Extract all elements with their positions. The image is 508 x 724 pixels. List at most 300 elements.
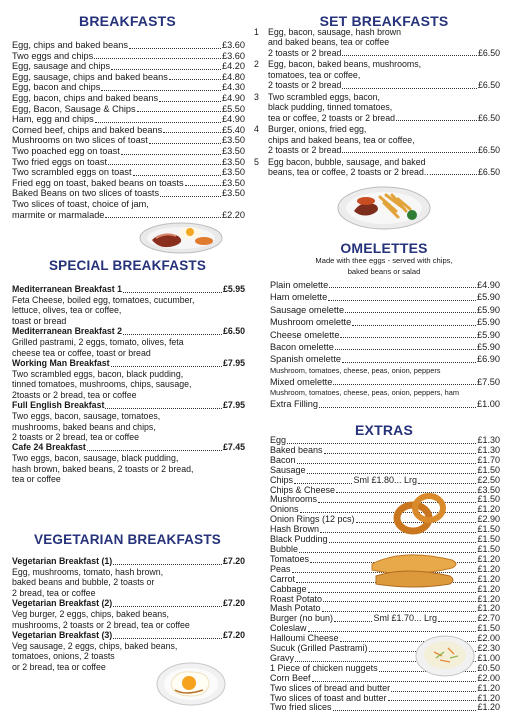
set-item bbox=[254, 59, 500, 90]
item-name: Plain omelette bbox=[270, 280, 329, 290]
leader-dots bbox=[123, 292, 222, 293]
leader-dots bbox=[352, 325, 476, 326]
menu-item bbox=[12, 178, 245, 189]
item-price: £7.45 bbox=[222, 442, 245, 453]
item-name: Bacon bbox=[270, 454, 296, 465]
leader-dots bbox=[113, 606, 222, 607]
item-name: Sausage omelette bbox=[270, 304, 345, 315]
menu-item bbox=[12, 167, 245, 178]
omelettes-subtitle-2: baked beans or salad bbox=[347, 267, 421, 276]
item-description: hash brown, baked beans, 2 toasts or 2 bread, bbox=[12, 463, 194, 474]
menu-item bbox=[270, 398, 500, 410]
item-price: £6.50 bbox=[477, 167, 500, 178]
item-name: Cafe 24 Breakfast bbox=[12, 442, 86, 453]
item-body bbox=[268, 92, 500, 123]
item-name: Onions bbox=[270, 504, 299, 515]
item-description: Two eggs, bacon, sausage, tomatoes, bbox=[12, 411, 161, 422]
menu-item bbox=[270, 495, 500, 505]
item-name: Egg, Bacon, Sausage & Chips bbox=[12, 103, 136, 114]
omelettes-heading: OMELETTES bbox=[340, 240, 428, 256]
item-description: mushrooms, 2 toasts or 2 bread, tea or coffee bbox=[12, 619, 190, 630]
item-price: £1.20 bbox=[477, 553, 500, 564]
item-description: Grilled pastrami, 2 eggs, tomato, olives, feta bbox=[12, 337, 184, 348]
item-name: Egg, chips and baked beans bbox=[12, 40, 128, 50]
menu-item bbox=[12, 82, 245, 93]
item-name: Black Pudding bbox=[270, 534, 328, 545]
leader-dots bbox=[334, 621, 372, 622]
menu-item bbox=[12, 114, 245, 125]
leader-dots bbox=[163, 132, 221, 133]
breakfasts-list bbox=[12, 40, 245, 199]
breakfasts-heading: BREAKFASTS bbox=[79, 13, 176, 29]
item-name: Sucuk (Grilled Pastrami) bbox=[270, 643, 368, 654]
item-name: Two slices of toast, choice of jam, bbox=[12, 199, 149, 209]
menu-item bbox=[12, 598, 245, 630]
menu-item bbox=[12, 358, 245, 400]
item-name: Hash Brown bbox=[270, 524, 320, 535]
onion-rings-image bbox=[391, 488, 449, 538]
item-price: £1.50 bbox=[477, 464, 500, 475]
item-description: 2toasts or 2 bread, tea or coffee bbox=[12, 389, 137, 400]
item-name: Halloumi Cheese bbox=[270, 633, 339, 644]
item-price: £7.20 bbox=[222, 630, 245, 641]
item-price: £1.20 bbox=[477, 573, 500, 584]
leader-dots bbox=[335, 349, 476, 350]
special-list bbox=[12, 284, 245, 485]
leader-dots bbox=[329, 542, 477, 543]
item-price: £1.50 bbox=[477, 543, 500, 554]
item-price: £1.30 bbox=[477, 444, 500, 455]
item-name: Vegetarian Breakfast (3) bbox=[12, 630, 113, 641]
item-name: Cheese omelette bbox=[270, 329, 340, 340]
item-name: Ham omelette bbox=[270, 292, 328, 303]
item-name: Corn Beef bbox=[270, 672, 311, 683]
item-name: Vegetarian Breakfast (1) bbox=[12, 556, 113, 566]
set-item bbox=[254, 27, 500, 58]
item-description: Egg bacon, bubble, sausage, and baked bbox=[268, 156, 426, 167]
item-price: £1.20 bbox=[477, 603, 500, 614]
leader-dots bbox=[159, 101, 221, 102]
item-price: £2.00 bbox=[477, 633, 500, 644]
menu-item bbox=[270, 376, 500, 388]
item-price: £2.00 bbox=[477, 672, 500, 683]
leader-dots bbox=[342, 362, 476, 363]
leader-dots bbox=[287, 443, 476, 444]
item-price: £7.50 bbox=[477, 376, 500, 387]
leader-dots bbox=[169, 79, 221, 80]
item-price: £5.90 bbox=[477, 292, 500, 303]
menu-item bbox=[270, 329, 500, 341]
item-price: £1.20 bbox=[477, 692, 500, 703]
item-price: £0.50 bbox=[477, 662, 500, 673]
item-last-line bbox=[268, 113, 500, 123]
item-description: baked beans and bubble, 2 toasts or bbox=[12, 577, 155, 588]
leader-dots bbox=[294, 483, 352, 484]
item-name: Tomatoes bbox=[270, 553, 310, 564]
item-price: £4.90 bbox=[222, 114, 245, 125]
item-price: £6.50 bbox=[222, 326, 245, 337]
item-description: Egg, mushrooms, tomato, hash brown, bbox=[12, 567, 164, 577]
item-name: Coleslaw bbox=[270, 623, 307, 634]
menu-item bbox=[270, 703, 500, 713]
item-name: Corned beef, chips and baked beans bbox=[12, 124, 163, 135]
item-name: Extra Filling bbox=[270, 399, 318, 410]
item-price: £4.90 bbox=[477, 280, 500, 290]
item-name: Sausage bbox=[270, 464, 306, 475]
item-price: £1.70 bbox=[477, 454, 500, 465]
item-price: £3.60 bbox=[222, 40, 245, 50]
item-name: Carrot bbox=[270, 573, 296, 584]
menu-item bbox=[12, 556, 245, 598]
menu-item bbox=[12, 146, 245, 157]
item-name: Roast Potato bbox=[270, 593, 323, 604]
leader-dots bbox=[129, 48, 221, 49]
menu-item bbox=[12, 61, 245, 72]
menu-item bbox=[12, 326, 245, 358]
item-price: £1.20 bbox=[477, 702, 500, 713]
item-name: Two fried slices bbox=[270, 702, 332, 713]
item-price: £1.50 bbox=[477, 524, 500, 535]
item-price: £5.90 bbox=[477, 317, 500, 328]
item-description: chips and baked beans, tea or coffee, bbox=[268, 134, 415, 145]
item-name: Ham, egg and chips bbox=[12, 114, 94, 125]
menu-item bbox=[12, 442, 245, 484]
omelettes-subtitle-1: Made with thee eggs - served with chips, bbox=[315, 256, 453, 265]
leader-dots bbox=[342, 88, 477, 89]
item-price: £3.50 bbox=[222, 167, 245, 178]
item-price: £1.50 bbox=[477, 494, 500, 505]
item-description: Feta Cheese, boiled egg, tomatoes, cucumber, bbox=[12, 295, 195, 305]
item-price: £5.40 bbox=[222, 124, 245, 135]
coleslaw-image bbox=[414, 632, 476, 678]
item-price: £3.50 bbox=[222, 188, 245, 199]
item-body bbox=[268, 157, 500, 178]
item-price: £4.90 bbox=[222, 92, 245, 103]
leader-dots bbox=[329, 287, 476, 288]
leader-dots bbox=[333, 710, 477, 711]
item-name: Mushroom omelette bbox=[270, 317, 352, 328]
leader-dots bbox=[113, 638, 222, 639]
leader-dots bbox=[328, 300, 476, 301]
item-description: tea or coffee, 2 toasts or 2 bread bbox=[268, 112, 395, 123]
item-description: lettuce, olives, tea or coffee, bbox=[12, 305, 122, 316]
item-last-line bbox=[268, 167, 500, 177]
leader-dots bbox=[297, 463, 477, 464]
item-price: £6.50 bbox=[477, 145, 500, 156]
menu-item bbox=[12, 72, 245, 83]
item-title bbox=[12, 284, 245, 295]
item-description: Two eggs, bacon, sausage, black pudding, bbox=[12, 453, 179, 464]
item-name: Chips & Cheese bbox=[270, 484, 336, 495]
leader-dots bbox=[94, 58, 221, 59]
item-last-line bbox=[268, 145, 500, 155]
item-price: £6.50 bbox=[477, 47, 500, 58]
item-name: Full English Breakfast bbox=[12, 400, 105, 411]
item-price: £1.30 bbox=[477, 435, 500, 445]
item-name: Mash Potato bbox=[270, 603, 321, 614]
item-title bbox=[12, 358, 245, 369]
item-name: Two slices of bread and butter bbox=[270, 682, 391, 693]
item-name: Working Man Breakfast bbox=[12, 358, 110, 369]
leader-dots bbox=[105, 408, 222, 409]
menu-item bbox=[12, 104, 245, 115]
item-price: £1.20 bbox=[477, 563, 500, 574]
item-price: £2.30 bbox=[477, 643, 500, 654]
leader-dots bbox=[113, 564, 222, 565]
menu-item bbox=[270, 446, 500, 456]
item-name: Chips bbox=[270, 474, 294, 485]
vegetarian-list bbox=[12, 556, 245, 672]
item-description: Two scrambled eggs, bacon, black pudding, bbox=[12, 369, 184, 380]
item-title bbox=[12, 630, 245, 641]
fried-egg-image bbox=[155, 656, 227, 708]
menu-item bbox=[12, 188, 245, 199]
item-description: Burger, onions, fried egg, bbox=[268, 124, 367, 135]
menu-item bbox=[270, 341, 500, 353]
leader-dots bbox=[418, 483, 476, 484]
special-heading: SPECIAL BREAKFASTS bbox=[48, 258, 207, 273]
item-description: Egg, bacon, baked beans, mushrooms, bbox=[268, 59, 422, 70]
item-price: £7.95 bbox=[222, 358, 245, 369]
item-name: Two poached egg on toast bbox=[12, 145, 120, 156]
item-description: Egg, bacon, sausage, hash brown bbox=[268, 27, 402, 37]
set-item bbox=[254, 92, 500, 123]
item-name: Burger (no bun) bbox=[270, 613, 334, 624]
item-name: Egg bbox=[270, 435, 287, 445]
leader-dots bbox=[322, 611, 477, 612]
leader-dots bbox=[101, 90, 221, 91]
item-name: Mushrooms on two slices of toast bbox=[12, 135, 148, 146]
leader-dots bbox=[342, 152, 477, 153]
item-name: Bubble bbox=[270, 543, 299, 554]
breakfast-plate-image bbox=[138, 214, 224, 254]
item-body bbox=[268, 59, 500, 90]
item-name: Fried egg on toast, baked beans on toasts bbox=[12, 177, 184, 188]
menu-item bbox=[270, 316, 500, 328]
item-price: £1.50 bbox=[477, 623, 500, 634]
item-price: £5.95 bbox=[222, 284, 245, 294]
set-item bbox=[254, 157, 500, 178]
fried-fish-image bbox=[366, 544, 464, 590]
leader-dots bbox=[391, 691, 476, 692]
item-description: or 2 bread, tea or coffee bbox=[12, 661, 106, 672]
item-name: Egg, sausage and chips bbox=[12, 61, 111, 72]
item-price: £1.20 bbox=[477, 682, 500, 693]
item-name: Bacon omelette bbox=[270, 342, 334, 353]
set-list bbox=[254, 27, 500, 179]
item-name: Egg, bacon, chips and baked beans bbox=[12, 92, 159, 103]
leader-dots bbox=[308, 592, 477, 593]
item-name: Gravy bbox=[270, 652, 295, 663]
leader-dots bbox=[121, 154, 221, 155]
item-price: £3.50 bbox=[222, 177, 245, 188]
item-name: Two eggs and chips bbox=[12, 50, 94, 61]
item-price: £1.20 bbox=[477, 593, 500, 604]
item-description: tea or coffee bbox=[12, 474, 61, 485]
item-size-price: Sml £1.80... Lrg bbox=[353, 474, 418, 485]
item-name: Spanish omelette bbox=[270, 354, 341, 365]
item-body bbox=[268, 124, 500, 155]
leader-dots bbox=[111, 69, 221, 70]
item-name: Mediterranean Breakfast 2 bbox=[12, 326, 123, 337]
item-description: Two scrambled eggs, bacon, bbox=[268, 91, 380, 102]
item-description: cheese tea or coffee, toast or bread bbox=[12, 347, 151, 358]
item-price: £5.90 bbox=[477, 342, 500, 353]
item-price: £4.80 bbox=[222, 71, 245, 82]
item-description: tomatoes, tea or coffee, bbox=[268, 69, 361, 80]
item-description: 2 bread, tea or coffee bbox=[12, 587, 96, 598]
leader-dots bbox=[108, 164, 221, 165]
item-title bbox=[12, 400, 245, 411]
item-name: Peas bbox=[270, 563, 291, 574]
item-description: black pudding, tinned tomatoes, bbox=[268, 102, 393, 113]
item-description: tomatoes, onions, 2 toasts bbox=[12, 651, 115, 662]
item-name: marmite or marmalade bbox=[12, 209, 105, 220]
item-description: mushrooms, baked beans and chips, bbox=[12, 421, 156, 432]
item-last-line bbox=[268, 80, 500, 90]
leader-dots bbox=[312, 681, 477, 682]
item-price: £5.50 bbox=[222, 103, 245, 114]
item-size-price: Sml £1.70... Lrg bbox=[373, 613, 438, 624]
item-title bbox=[12, 598, 245, 609]
item-number: 1 bbox=[254, 27, 259, 37]
item-name: Mushrooms bbox=[270, 494, 318, 505]
leader-dots bbox=[300, 512, 477, 513]
set-breakfasts-heading: SET BREAKFASTS bbox=[319, 13, 449, 29]
item-price: £3.60 bbox=[222, 50, 245, 61]
item-price: £6.50 bbox=[477, 80, 500, 91]
item-name: Egg, bacon and chips bbox=[12, 82, 101, 93]
item-name: Two fried eggs on toast bbox=[12, 156, 107, 167]
item-title bbox=[12, 326, 245, 337]
item-name: Cabbage bbox=[270, 583, 307, 594]
item-price: £3.50 bbox=[222, 135, 245, 146]
menu-item bbox=[12, 125, 245, 136]
item-price: £5.90 bbox=[477, 304, 500, 315]
leader-dots bbox=[149, 143, 221, 144]
item-price: £1.20 bbox=[477, 583, 500, 594]
item-description: and baked beans, tea or coffee bbox=[268, 37, 390, 48]
item-description: 2 toasts or 2 bread, tea or coffee bbox=[12, 432, 139, 443]
spanish-ingredients: Mushroom, tomatoes, cheese, peas, onion, peppers bbox=[270, 365, 441, 375]
leader-dots bbox=[160, 196, 221, 197]
leader-dots bbox=[438, 621, 476, 622]
item-price: £6.50 bbox=[477, 112, 500, 123]
item-description: 2 toasts or 2 bread bbox=[268, 80, 342, 91]
chips-plate-image bbox=[336, 181, 432, 231]
item-description: 2 toasts or 2 bread bbox=[268, 47, 342, 58]
mixed-ingredients: Mushroom, tomatoes, cheese, peas, onion, peppers, ham bbox=[270, 388, 459, 398]
item-name: Two scrambled eggs on toast bbox=[12, 167, 132, 178]
item-price: £2.50 bbox=[477, 474, 500, 485]
leader-dots bbox=[324, 453, 477, 454]
menu-item bbox=[270, 304, 500, 316]
leader-dots bbox=[133, 175, 222, 176]
item-price: £3.50 bbox=[222, 145, 245, 156]
menu-item bbox=[12, 157, 245, 168]
item-description: 2 toasts or 2 bread bbox=[268, 145, 342, 156]
item-description: tinned tomatoes, mushrooms, chips, sausage, bbox=[12, 379, 192, 390]
omelettes-list bbox=[270, 279, 500, 411]
leader-dots bbox=[340, 337, 476, 338]
item-body bbox=[268, 27, 500, 58]
item-price: £4.20 bbox=[222, 61, 245, 72]
leader-dots bbox=[396, 120, 477, 121]
item-name: Mixed omelette bbox=[270, 376, 333, 387]
item-name: Two slices of toast and butter bbox=[270, 692, 387, 703]
leader-dots bbox=[430, 174, 477, 175]
item-name: Mediterranean Breakfast 1 bbox=[12, 284, 123, 294]
item-price: £1.50 bbox=[477, 534, 500, 545]
item-number: 3 bbox=[254, 91, 259, 102]
leader-dots bbox=[388, 700, 477, 701]
item-price: £1.00 bbox=[477, 399, 500, 410]
leader-dots bbox=[307, 473, 477, 474]
leader-dots bbox=[185, 185, 221, 186]
item-name: Baked Beans on two slices of toasts bbox=[12, 188, 160, 199]
leader-dots bbox=[323, 601, 476, 602]
menu-item bbox=[270, 279, 500, 291]
item-number: 4 bbox=[254, 124, 259, 135]
item-price: £4.30 bbox=[222, 82, 245, 93]
item-price: £7.95 bbox=[222, 400, 245, 411]
item-price: £3.50 bbox=[477, 484, 500, 495]
vegetarian-heading: VEGETARIAN BREAKFASTS bbox=[34, 532, 221, 547]
item-title bbox=[12, 442, 245, 453]
leader-dots bbox=[95, 122, 221, 123]
item-name: Baked beans bbox=[270, 444, 323, 455]
menu-item bbox=[12, 135, 245, 146]
item-price: £7.20 bbox=[222, 556, 245, 566]
item-price: £2.20 bbox=[222, 209, 245, 220]
item-price: £1.20 bbox=[477, 504, 500, 515]
item-name: 1 Piece of chicken nuggets bbox=[270, 662, 378, 673]
item-price: £2.70 bbox=[477, 613, 500, 624]
menu-item bbox=[12, 40, 245, 51]
extras-heading: EXTRAS bbox=[355, 422, 413, 438]
item-description: Veg sausage, 2 eggs, chips, baked beans, bbox=[12, 641, 178, 652]
menu-item bbox=[12, 93, 245, 104]
item-number: 2 bbox=[254, 59, 259, 70]
item-price: £6.90 bbox=[477, 354, 500, 365]
item-last-line bbox=[268, 48, 500, 58]
leader-dots bbox=[111, 366, 222, 367]
item-description: toast or bread bbox=[12, 315, 67, 326]
menu-item bbox=[12, 284, 245, 326]
menu-item bbox=[12, 400, 245, 442]
item-description: beans, tea or coffee, 2 toasts or 2 bread.. bbox=[268, 167, 429, 178]
item-name: Egg, sausage, chips and baked beans bbox=[12, 71, 168, 82]
item-description: Veg burger, 2 eggs, chips, baked beans, bbox=[12, 609, 169, 620]
menu-item bbox=[270, 291, 500, 303]
item-price: £5.90 bbox=[477, 329, 500, 340]
leader-dots bbox=[123, 334, 222, 335]
menu-item bbox=[270, 353, 500, 365]
leader-dots bbox=[342, 55, 477, 56]
item-title bbox=[12, 556, 245, 567]
item-number: 5 bbox=[254, 156, 259, 167]
item-price: £2.90 bbox=[477, 514, 500, 525]
leader-dots bbox=[87, 450, 222, 451]
set-item bbox=[254, 124, 500, 155]
item-name: Vegetarian Breakfast (2) bbox=[12, 598, 113, 609]
item-price: £7.20 bbox=[222, 598, 245, 609]
item-name: Onion Rings (12 pcs) bbox=[270, 514, 355, 525]
item-price: £1.00 bbox=[477, 652, 500, 663]
leader-dots bbox=[345, 312, 476, 313]
leader-dots bbox=[137, 111, 221, 112]
menu-item bbox=[12, 51, 245, 62]
